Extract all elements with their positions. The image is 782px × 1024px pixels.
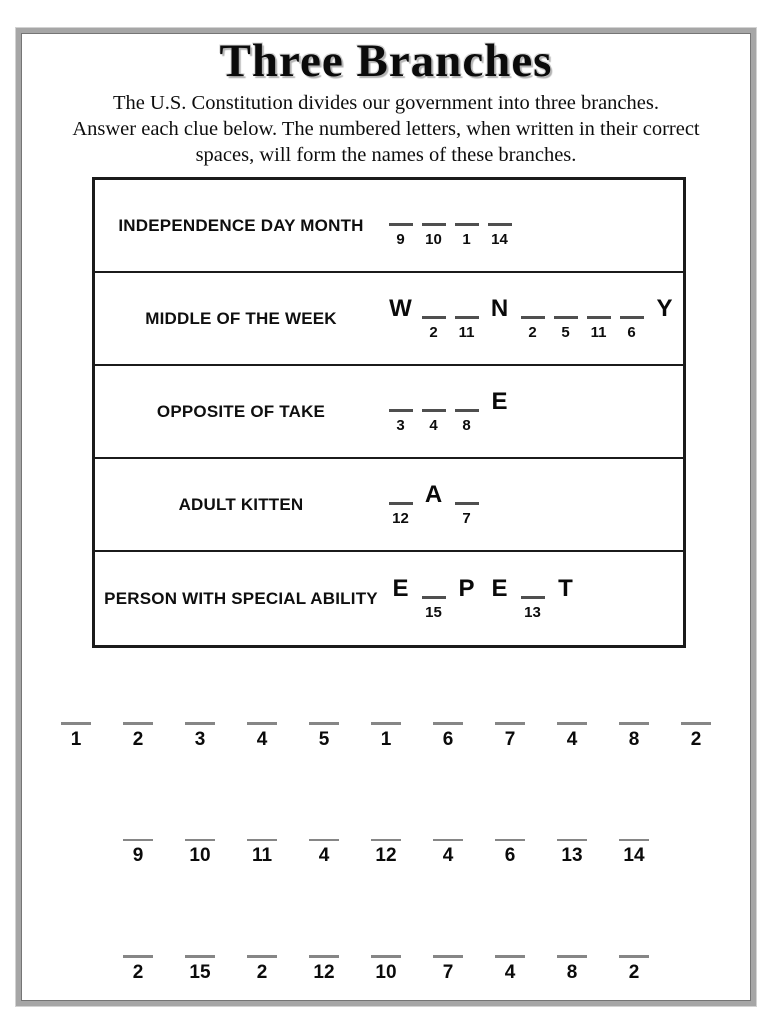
final-blank-slot xyxy=(123,839,153,868)
slot-number: 12 xyxy=(375,845,397,866)
slot-top xyxy=(420,480,447,508)
slot-number: 2 xyxy=(528,324,537,341)
slot-top xyxy=(519,574,546,599)
page-border-frame xyxy=(16,28,756,1006)
blank-letter-slot xyxy=(519,294,546,343)
final-blank-slot xyxy=(371,955,401,984)
slot-top xyxy=(486,294,513,322)
slot-top xyxy=(453,574,480,602)
given-letter: N xyxy=(490,295,509,322)
instructions xyxy=(21,90,751,168)
final-blank-slot xyxy=(619,955,649,984)
clue-answer-slots xyxy=(387,387,513,436)
final-answer-row-3 xyxy=(21,955,751,984)
final-blank-slot xyxy=(495,722,525,751)
final-blank-slot xyxy=(247,722,277,751)
slot-top xyxy=(453,480,480,505)
final-blank-slot xyxy=(557,839,587,868)
slot-number: 4 xyxy=(504,961,516,983)
slot-top xyxy=(387,480,414,505)
slot-number: 14 xyxy=(491,231,508,248)
slot-number: 9 xyxy=(132,845,144,866)
slot-number xyxy=(398,319,402,343)
given-letter-slot xyxy=(651,294,678,343)
slot-top xyxy=(387,294,414,322)
given-letter: P xyxy=(458,575,475,602)
slot-number: 7 xyxy=(442,961,454,983)
slot-top xyxy=(420,574,447,599)
slot-number: 4 xyxy=(429,417,438,434)
slot-top xyxy=(651,294,678,322)
final-answer-row-1 xyxy=(21,722,751,751)
slot-number: 11 xyxy=(251,845,273,866)
slot-number xyxy=(662,319,666,343)
slot-top xyxy=(552,574,579,602)
slot-number: 8 xyxy=(628,728,640,750)
slot-number xyxy=(398,599,402,623)
slot-number: 6 xyxy=(504,845,516,866)
slot-number: 2 xyxy=(690,728,702,750)
final-blank-slot xyxy=(371,722,401,751)
given-letter: T xyxy=(558,575,573,602)
given-letter-slot xyxy=(552,574,579,623)
blank-letter-slot xyxy=(453,480,480,529)
clue-answer-slots xyxy=(387,480,480,529)
blank-letter-slot xyxy=(552,294,579,343)
slot-number: 8 xyxy=(566,961,578,983)
final-blank-slot xyxy=(619,722,649,751)
slot-number: 6 xyxy=(627,324,636,341)
slot-number: 5 xyxy=(318,728,330,750)
final-blank-slot xyxy=(123,955,153,984)
slot-number: 10 xyxy=(425,231,442,248)
slot-number: 3 xyxy=(396,417,405,434)
slot-top xyxy=(618,294,645,319)
instructions-line-2: Answer each clue below. The numbered letters, when written in their correct xyxy=(72,118,700,140)
final-blank-slot xyxy=(495,839,525,868)
slot-number: 13 xyxy=(561,845,583,866)
slot-number: 15 xyxy=(425,604,442,621)
slot-number: 5 xyxy=(561,324,570,341)
slot-number xyxy=(497,412,501,436)
clue-answer-slots xyxy=(387,201,513,250)
slot-number: 11 xyxy=(590,324,607,341)
slot-number: 12 xyxy=(313,961,335,983)
instructions-line-1: The U.S. Constitution divides our government into three branches. xyxy=(112,92,659,114)
page-title: Three Branches xyxy=(219,35,553,87)
final-blank-slot xyxy=(433,722,463,751)
final-blank-slot xyxy=(247,955,277,984)
slot-number: 10 xyxy=(375,961,397,983)
slot-number: 4 xyxy=(442,845,454,866)
final-blank-slot xyxy=(123,722,153,751)
given-letter: E xyxy=(392,575,409,602)
slot-number: 8 xyxy=(462,417,471,434)
blank-letter-slot xyxy=(486,201,513,250)
final-blank-slot xyxy=(619,839,649,868)
slot-top xyxy=(420,201,447,226)
slot-number: 7 xyxy=(504,728,516,750)
final-blank-slot xyxy=(185,955,215,984)
slot-number: 3 xyxy=(194,728,206,750)
given-letter-slot xyxy=(486,294,513,343)
slot-number: 2 xyxy=(429,324,438,341)
blank-letter-slot xyxy=(585,294,612,343)
slot-top xyxy=(585,294,612,319)
final-blank-slot xyxy=(309,839,339,868)
slot-number: 10 xyxy=(189,845,211,866)
clue-answer-slots xyxy=(387,574,579,623)
slot-number: 4 xyxy=(256,728,268,750)
slot-top xyxy=(453,201,480,226)
slot-number: 14 xyxy=(623,845,645,866)
clue-row-2 xyxy=(95,273,683,366)
clue-answer-slots xyxy=(387,294,678,343)
slot-number: 11 xyxy=(458,324,475,341)
given-letter: Y xyxy=(656,295,673,322)
slot-number: 4 xyxy=(566,728,578,750)
given-letter-slot xyxy=(387,294,414,343)
instructions-line-3: spaces, will form the names of these branches. xyxy=(195,144,577,166)
given-letter-slot xyxy=(486,387,513,436)
final-blank-slot xyxy=(61,722,91,751)
slot-number: 15 xyxy=(189,961,211,983)
final-blank-slot xyxy=(309,722,339,751)
slot-top xyxy=(453,387,480,412)
blank-letter-slot xyxy=(420,201,447,250)
final-blank-slot xyxy=(185,839,215,868)
slot-number: 7 xyxy=(462,510,471,527)
slot-number: 2 xyxy=(628,961,640,983)
given-letter-slot xyxy=(453,574,480,623)
slot-number: 2 xyxy=(132,728,144,750)
given-letter: E xyxy=(491,575,508,602)
slot-number: 2 xyxy=(256,961,268,983)
slot-top xyxy=(552,294,579,319)
final-answer-section xyxy=(21,722,751,984)
blank-letter-slot xyxy=(420,387,447,436)
final-blank-slot xyxy=(433,955,463,984)
slot-number: 1 xyxy=(70,728,82,750)
clue-row-1 xyxy=(95,180,683,273)
given-letter: E xyxy=(491,388,508,415)
blank-letter-slot xyxy=(618,294,645,343)
slot-top xyxy=(387,387,414,412)
clue-label: MIDDLE OF THE WEEK xyxy=(145,308,337,328)
final-blank-slot xyxy=(557,722,587,751)
slot-number xyxy=(431,505,435,529)
slot-number xyxy=(497,599,501,623)
slot-top xyxy=(486,387,513,415)
clue-table xyxy=(92,177,686,648)
blank-letter-slot xyxy=(420,574,447,623)
clue-row-4 xyxy=(95,459,683,552)
given-letter-slot xyxy=(420,480,447,529)
final-answer-row-2 xyxy=(21,839,751,868)
final-blank-slot xyxy=(557,955,587,984)
slot-number: 6 xyxy=(442,728,454,750)
given-letter-slot xyxy=(387,574,414,623)
slot-top xyxy=(486,201,513,226)
final-blank-slot xyxy=(433,839,463,868)
clue-label: OPPOSITE OF TAKE xyxy=(156,401,326,421)
blank-letter-slot xyxy=(519,574,546,623)
slot-top xyxy=(420,387,447,412)
blank-letter-slot xyxy=(387,387,414,436)
final-blank-slot xyxy=(309,955,339,984)
slot-top xyxy=(420,294,447,319)
blank-letter-slot xyxy=(453,294,480,343)
given-letter: A xyxy=(424,481,443,508)
slot-number xyxy=(464,599,468,623)
given-letter: W xyxy=(389,295,412,322)
clue-row-5 xyxy=(95,552,683,645)
final-blank-slot xyxy=(681,722,711,751)
clue-label: INDEPENDENCE DAY MONTH xyxy=(118,215,364,235)
slot-top xyxy=(387,574,414,602)
blank-letter-slot xyxy=(420,294,447,343)
final-blank-slot xyxy=(247,839,277,868)
clue-label: PERSON WITH SPECIAL ABILITY xyxy=(104,588,378,608)
slot-top xyxy=(519,294,546,319)
final-blank-slot xyxy=(371,839,401,868)
clue-label: ADULT KITTEN xyxy=(178,494,304,514)
clue-row-3 xyxy=(95,366,683,459)
blank-letter-slot xyxy=(387,480,414,529)
slot-number: 2 xyxy=(132,961,144,983)
slot-number xyxy=(563,599,567,623)
slot-top xyxy=(453,294,480,319)
slot-number: 1 xyxy=(380,728,392,750)
final-blank-slot xyxy=(495,955,525,984)
slot-number: 12 xyxy=(392,510,409,527)
final-blank-slot xyxy=(185,722,215,751)
slot-top xyxy=(387,201,414,226)
slot-number: 1 xyxy=(462,231,471,248)
given-letter-slot xyxy=(486,574,513,623)
blank-letter-slot xyxy=(453,387,480,436)
blank-letter-slot xyxy=(453,201,480,250)
slot-number: 9 xyxy=(396,231,405,248)
slot-top xyxy=(486,574,513,602)
blank-letter-slot xyxy=(387,201,414,250)
slot-number: 13 xyxy=(524,604,541,621)
slot-number: 4 xyxy=(318,845,330,866)
slot-number xyxy=(497,319,501,343)
